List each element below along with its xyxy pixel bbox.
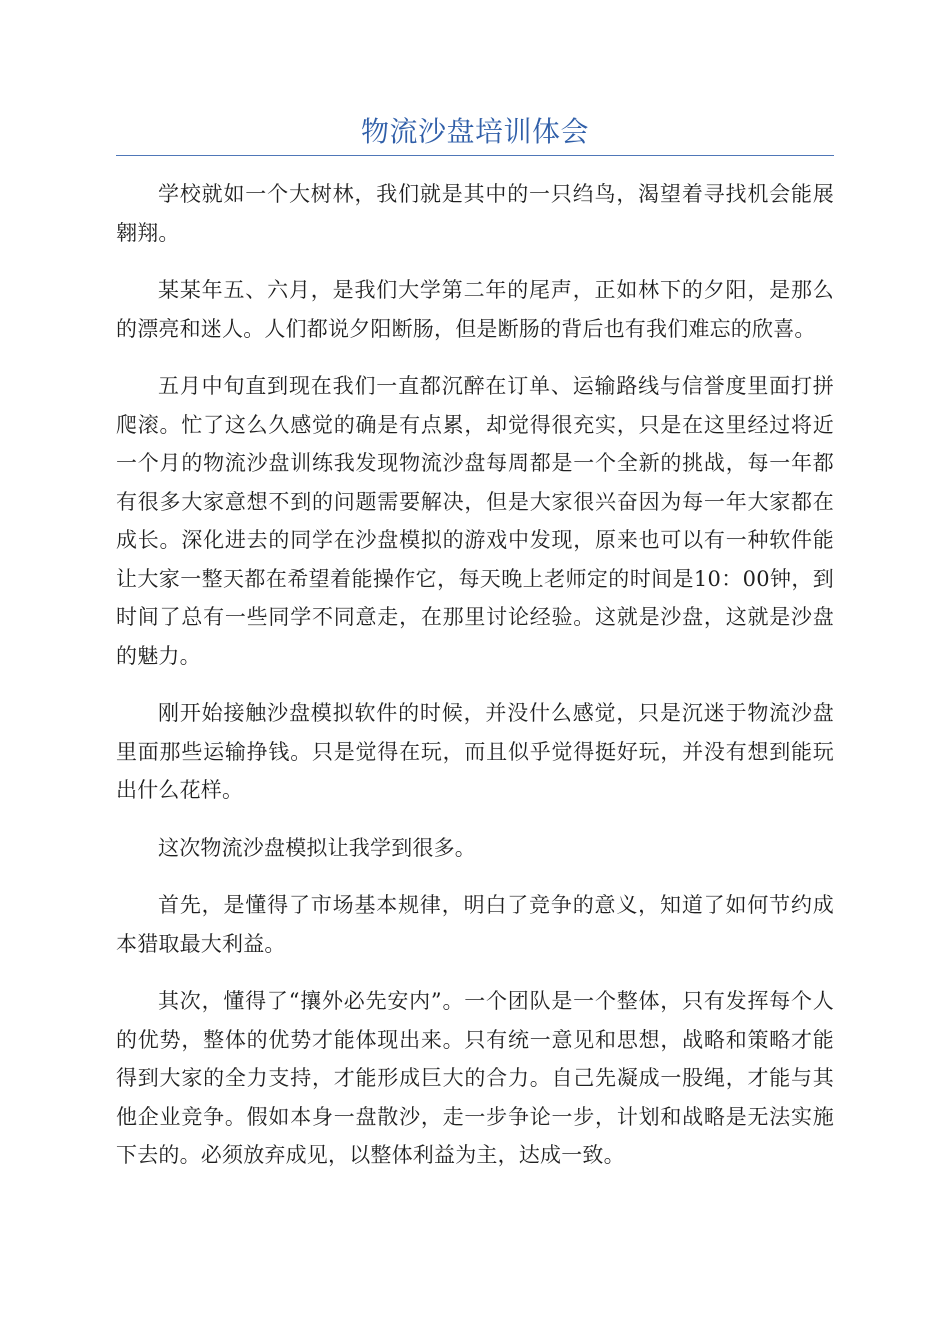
document-title: 物流沙盘培训体会 [360, 115, 589, 148]
title-block [116, 112, 834, 156]
paragraph-5: 这次物流沙盘模拟让我学到很多。 [158, 835, 476, 860]
document-body [116, 175, 834, 1194]
paragraph-7: 其次，懂得了“攘外必先安内”。一个团队是一个整体，只有发挥每个人的优势，整体的优势才能体现出来。只有统一意见和思想，战略和策略才能得到大家的全力支持，才能形成巨大的合力。自己先凝成一股绳，才能与其他企业竞争。假如本身一盘散沙，走一步争论一步，计划和战略是无法实施下去的。必须放弃成见，以整体利益为主，达成一致。 [116, 989, 834, 1167]
paragraph-4: 刚开始接触沙盘模拟软件的时候，并没什么感觉，只是沉迷于物流沙盘里面那些运输挣钱。只是觉得在玩，而且似乎觉得挺好玩，并没有想到能玩出什么花样。 [116, 701, 834, 802]
paragraph-6: 首先，是懂得了市场基本规律，明白了竞争的意义，知道了如何节约成本猎取最大利益。 [116, 893, 834, 956]
paragraph-2: 某某年五、六月，是我们大学第二年的尾声，正如林下的夕阳，是那么的漂亮和迷人。人们都说夕阳断肠，但是断肠的背后也有我们难忘的欣喜。 [116, 278, 834, 341]
paragraph-1: 学校就如一个大树林，我们就是其中的一只绉鸟，渴望着寻找机会能展翱翔。 [116, 182, 834, 245]
paragraph-3: 五月中旬直到现在我们一直都沉醉在订单、运输路线与信誉度里面打拼爬滚。忙了这么久感觉的确是有点累，却觉得很充实，只是在这里经过将近一个月的物流沙盘训练我发现物流沙盘每周都是一个全新的挑战，每一年都有很多大家意想不到的问题需要解决，但是大家很兴奋因为每一年大家都在成长。深化进去的同学在沙盘模拟的游戏中发现，原来也可以有一种软件能让大家一整天都在希望着能操作它，每天晚上老师定的时间是10：00钟，到时间了总有一些同学不同意走，在那里讨论经验。这就是沙盘，这就是沙盘的魅力。 [116, 374, 834, 668]
